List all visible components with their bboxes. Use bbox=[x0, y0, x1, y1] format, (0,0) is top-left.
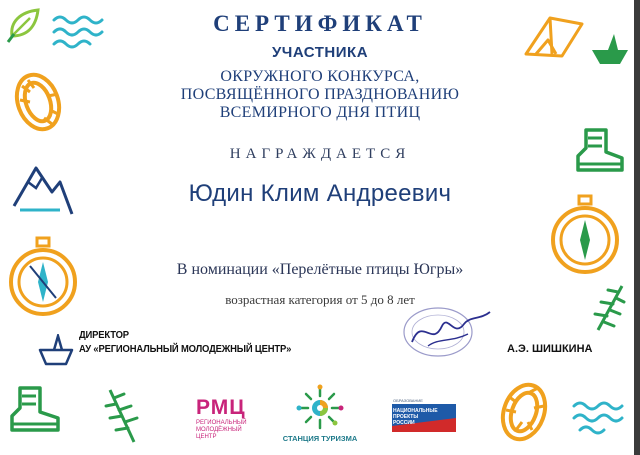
pine-tree-icon bbox=[592, 282, 628, 334]
stamp-signature-icon bbox=[398, 302, 494, 364]
rope-coil-icon bbox=[494, 374, 556, 448]
awarded-label: НАГРАЖДАЕТСЯ bbox=[229, 146, 411, 162]
contest-title bbox=[0, 68, 640, 122]
pine-tree-icon bbox=[100, 386, 144, 446]
signatory-block bbox=[79, 328, 291, 356]
national-projects-line: ПРОЕКТЫ bbox=[393, 414, 419, 420]
contest-title-line: ВСЕМИРНОГО ДНЯ ПТИЦ bbox=[219, 104, 421, 121]
tourism-station-logo-icon bbox=[296, 384, 344, 432]
rmc-logo-subtitle bbox=[196, 420, 247, 441]
waves-icon bbox=[570, 396, 630, 436]
tourism-station-label: СТАНЦИЯ ТУРИЗМА bbox=[282, 434, 358, 443]
signatory-name: А.Э. ШИШКИНА bbox=[507, 343, 593, 355]
certificate-title: СЕРТИФИКАТ bbox=[213, 11, 427, 36]
contest-title-line: ОКРУЖНОГО КОНКУРСА, bbox=[220, 68, 420, 85]
national-projects-line: НАЦИОНАЛЬНЫЕ bbox=[393, 408, 438, 414]
rmc-logo-line: ЦЕНТР bbox=[196, 434, 217, 440]
boot-icon bbox=[6, 384, 66, 438]
rmc-logo-line: МОЛОДЁЖНЫЙ bbox=[196, 427, 242, 433]
recipient-name: Юдин Клим Андреевич bbox=[188, 180, 452, 207]
certificate-subtitle: УЧАСТНИКА bbox=[271, 44, 369, 61]
rmc-logo-line: РЕГИОНАЛЬНЫЙ bbox=[196, 420, 247, 426]
national-projects-line: РОССИИ bbox=[393, 420, 415, 426]
age-category-text: возрастная категория от 5 до 8 лет bbox=[225, 292, 415, 307]
rmc-logo-title: РМЦ bbox=[196, 396, 246, 419]
national-projects-top-label: ОБРАЗОВАНИЕ bbox=[393, 398, 423, 403]
signatory-organization: АУ «РЕГИОНАЛЬНЫЙ МОЛОДЕЖНЫЙ ЦЕНТР» bbox=[79, 343, 292, 355]
contest-title-line: ПОСВЯЩЁННОГО ПРАЗДНОВАНИЮ bbox=[180, 86, 460, 103]
national-projects-text bbox=[393, 408, 438, 426]
nomination-text: В номинации «Перелётные птицы Югры» bbox=[176, 261, 464, 278]
signatory-role: ДИРЕКТОР bbox=[79, 329, 129, 341]
paper-boat-icon bbox=[36, 334, 76, 368]
